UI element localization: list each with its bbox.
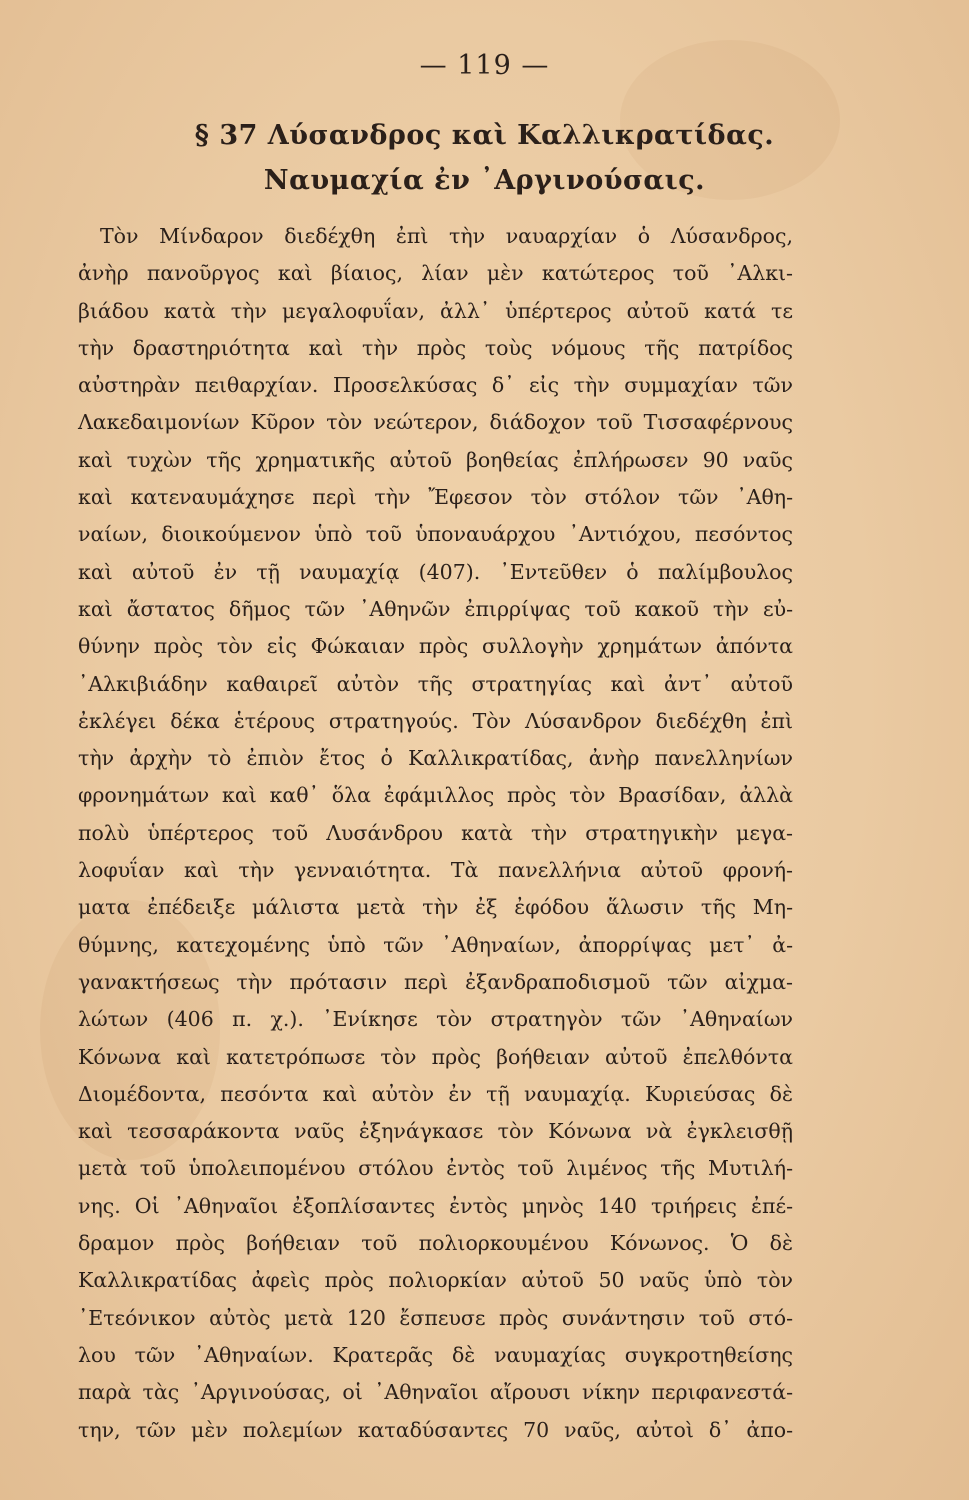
text-line: τὴν ἀρχὴν τὸ ἐπιὸν ἔτος ὁ Καλλικρατίδας, ἀνὴρ πανελληνίων xyxy=(78,746,793,771)
text-line: νης. Οἱ ᾿Αθηναῖοι ἐξοπλίσαντες ἐντὸς μηνὸς 140 τριήρεις ἐπέ- xyxy=(78,1193,793,1218)
text-line: παρὰ τὰς ᾿Αργινούσας, οἱ ᾿Αθηναῖοι αἴρουσι νίκην περιφανεστά- xyxy=(78,1380,793,1405)
text-line: θύμνης, κατεχομένης ὑπὸ τῶν ᾿Αθηναίων, ἀπορρίψας μετ᾿ ἀ- xyxy=(78,932,793,957)
text-line: Λακεδαιμονίων Κῦρον τὸν νεώτερον, διάδοχον τοῦ Τισσαφέρνους xyxy=(78,410,793,435)
text-line: δραμον πρὸς βοήθειαν τοῦ πολιορκουμένου Κόνωνος. Ὁ δὲ xyxy=(78,1231,793,1256)
text-line: ἐκλέγει δέκα ἑτέρους στρατηγούς. Τὸν Λύσανδρον διεδέχθη ἐπὶ xyxy=(78,708,793,733)
section-heading: § 37 Λύσανδρος καὶ Καλλικρατίδας. xyxy=(194,120,775,151)
text-line: καὶ ἄστατος δῆμος τῶν ᾿Αθηνῶν ἐπιρρίψας τοῦ κακοῦ τὴν εὐ- xyxy=(78,596,793,621)
text-line: αὐστηρὰν πειθαρχίαν. Προσελκύσας δ᾿ εἰς τὴν συμμαχίαν τῶν xyxy=(78,373,793,398)
text-line: την, τῶν μὲν πολεμίων καταδύσαντες 70 ναῦς, αὐτοὶ δ᾿ ἀπο- xyxy=(78,1417,793,1442)
text-line: πολὺ ὑπέρτερος τοῦ Λυσάνδρου κατὰ τὴν στρατηγικὴν μεγα- xyxy=(78,820,793,845)
text-line: λου τῶν ᾿Αθηναίων. Κρατερᾶς δὲ ναυμαχίας συγκροτηθείσης xyxy=(78,1342,793,1367)
body-text xyxy=(78,218,793,1449)
text-line: καὶ τεσσαράκοντα ναῦς ἐξηνάγκασε τὸν Κόνωνα νὰ ἐγκλεισθῇ xyxy=(78,1119,793,1144)
text-line: καὶ αὐτοῦ ἐν τῇ ναυμαχίᾳ (407). ᾿Εντεῦθεν ὁ παλίμβουλος xyxy=(78,559,793,584)
text-line: θύνην πρὸς τὸν εἰς Φώκαιαν πρὸς συλλογὴν χρημάτων ἀπόντα xyxy=(78,634,793,659)
text-line: φρονημάτων καὶ καθ᾿ ὅλα ἐφάμιλλος πρὸς τὸν Βρασίδαν, ἀλλὰ xyxy=(78,783,793,808)
text-line: ματα ἐπέδειξε μάλιστα μετὰ τὴν ἐξ ἐφόδου ἅλωσιν τῆς Μη- xyxy=(78,895,793,920)
text-line: Τὸν Μίνδαρον διεδέχθη ἐπὶ τὴν ναυαρχίαν ὁ Λύσανδρος, xyxy=(100,224,793,248)
text-line: βιάδου κατὰ τὴν μεγαλοφυΐαν, ἀλλ᾿ ὑπέρτερος αὐτοῦ κατά τε xyxy=(78,298,793,323)
text-line: μετὰ τοῦ ὑπολειπομένου στόλου ἐντὸς τοῦ λιμένος τῆς Μυτιλή- xyxy=(78,1156,793,1181)
text-line: ναίων, διοικούμενον ὑπὸ τοῦ ὑποναυάρχου ᾿Αντιόχου, πεσόντος xyxy=(78,522,793,547)
page-number: — 119 — xyxy=(419,50,550,81)
text-line: λώτων (406 π. χ.). ᾿Ενίκησε τὸν στρατηγὸν τῶν ᾿Αθηναίων xyxy=(78,1007,793,1032)
text-line: καὶ τυχὼν τῆς χρηματικῆς αὐτοῦ βοηθείας ἐπλήρωσεν 90 ναῦς xyxy=(78,447,793,472)
text-line: λοφυΐαν καὶ τὴν γενναιότητα. Τὰ πανελλήνια αὐτοῦ φρονή- xyxy=(78,858,793,883)
section-subheading: Ναυμαχία ἐν ᾿Αργινούσαις. xyxy=(263,165,706,196)
text-line: τὴν δραστηριότητα καὶ τὴν πρὸς τοὺς νόμους τῆς πατρίδος xyxy=(78,335,793,360)
text-line: καὶ κατεναυμάχησε περὶ τὴν Ἔφεσον τὸν στόλον τῶν ᾿Αθη- xyxy=(78,485,793,510)
text-line: Κόνωνα καὶ κατετρόπωσε τὸν πρὸς βοήθειαν αὐτοῦ ἐπελθόντα xyxy=(78,1044,793,1069)
text-line: ᾿Αλκιβιάδην καθαιρεῖ αὐτὸν τῆς στρατηγίας καὶ ἀντ᾿ αὐτοῦ xyxy=(78,671,793,696)
text-line: Διομέδοντα, πεσόντα καὶ αὐτὸν ἐν τῇ ναυμαχίᾳ. Κυριεύσας δὲ xyxy=(78,1081,793,1106)
text-line: γανακτήσεως τὴν πρότασιν περὶ ἐξανδραποδισμοῦ τῶν αἰχμα- xyxy=(78,969,793,994)
text-line: ἀνὴρ πανοῦργος καὶ βίαιος, λίαν μὲν κατώτερος τοῦ ᾿Αλκι- xyxy=(78,261,793,286)
text-line: Καλλικρατίδας ἀφεὶς πρὸς πολιορκίαν αὐτοῦ 50 ναῦς ὑπὸ τὸν xyxy=(78,1268,793,1293)
text-line: ᾿Ετεόνικον αὐτὸς μετὰ 120 ἔσπευσε πρὸς συνάντησιν τοῦ στό- xyxy=(78,1305,793,1330)
